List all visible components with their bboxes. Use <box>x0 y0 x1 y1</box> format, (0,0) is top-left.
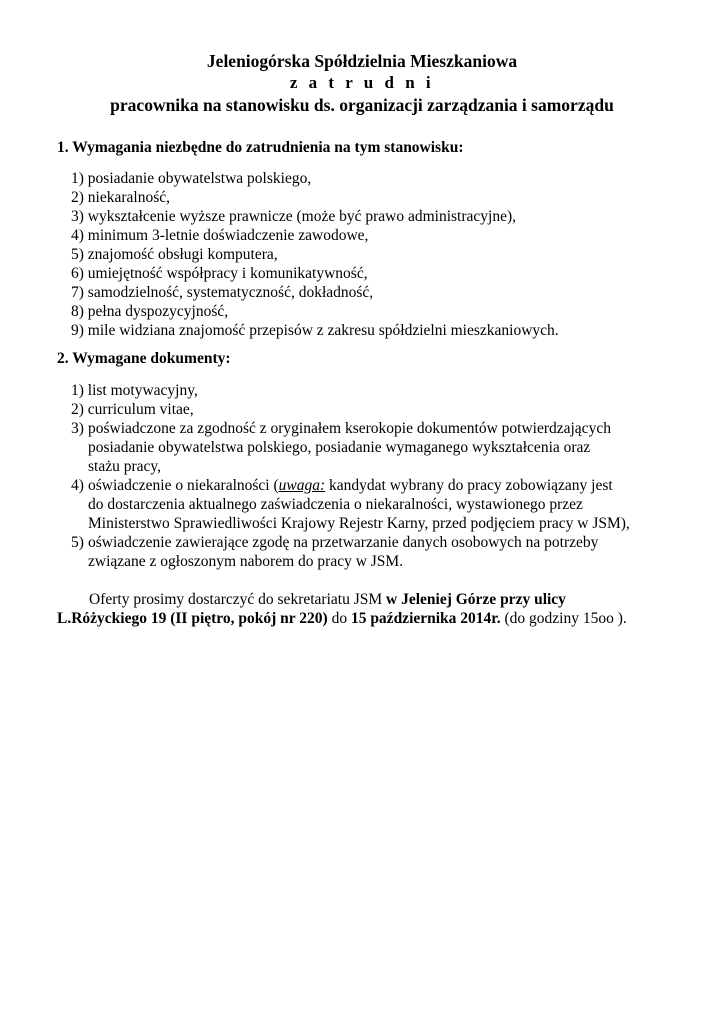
list-item: 5) znajomość obsługi komputera, <box>71 246 278 263</box>
list-item: 1) list motywacyjny, <box>71 382 198 399</box>
requirements-heading: 1. Wymagania niezbędne do zatrudnienia na tym stanowisku: <box>57 139 464 156</box>
organization-name: Jeleniogórska Spółdzielnia Mieszkaniowa <box>206 51 518 71</box>
list-item: 8) pełna dyspozycyjność, <box>71 303 229 320</box>
list-item: 3) poświadczone za zgodność z oryginałem kserokopie dokumentów potwierdzających posiadanie obywatelstwa polskiego, posiadanie wymaganego wykształcenia oraz stażu pracy, <box>71 420 611 475</box>
offer-paragraph: Oferty prosimy dostarczyć do sekretariatu JSM w Jeleniej Górze przy ulicy L.Różyckiego 19 (II piętro, pokój nr 220) do 15 października 2014r. (do godziny 15oo ). <box>57 591 627 627</box>
list-item: 2) niekaralność, <box>71 189 170 206</box>
requirements-list <box>71 169 559 340</box>
list-item: 4) minimum 3-letnie doświadczenie zawodowe, <box>71 227 369 244</box>
list-item: 6) umiejętność współpracy i komunikatywność, <box>71 265 368 282</box>
position-title: pracownika na stanowisku ds. organizacji zarządzania i samorządu <box>110 95 614 115</box>
note-label: uwaga: <box>278 477 326 494</box>
list-item: 2) curriculum vitae, <box>71 401 194 418</box>
list-item: 7) samodzielność, systematyczność, dokładność, <box>71 284 374 301</box>
list-item: 4) oświadczenie o niekaralności (uwaga: kandydat wybrany do pracy zobowiązany jest do dostarczenia aktualnego zaświadczenia o niekaralności, wystawionego przez Ministerstwo Sprawiedliwości Krajowy Rejestr Karny, przed podjęciem pracy w JSM), <box>71 477 630 532</box>
list-item: 5) oświadczenie zawierające zgodę na przetwarzanie danych osobowych na potrzeby związane z ogłoszonym naborem do pracy w JSM. <box>71 534 599 570</box>
documents-heading: 2. Wymagane dokumenty: <box>57 350 231 367</box>
hiring-verb: z a t r u d n i <box>289 73 435 92</box>
list-item: 9) mile widziana znajomość przepisów z zakresu spółdzielni mieszkaniowych. <box>71 322 559 339</box>
documents-list <box>71 381 630 571</box>
list-item: 3) wykształcenie wyższe prawnicze (może być prawo administracyjne), <box>71 208 516 225</box>
list-item: 1) posiadanie obywatelstwa polskiego, <box>71 170 312 187</box>
